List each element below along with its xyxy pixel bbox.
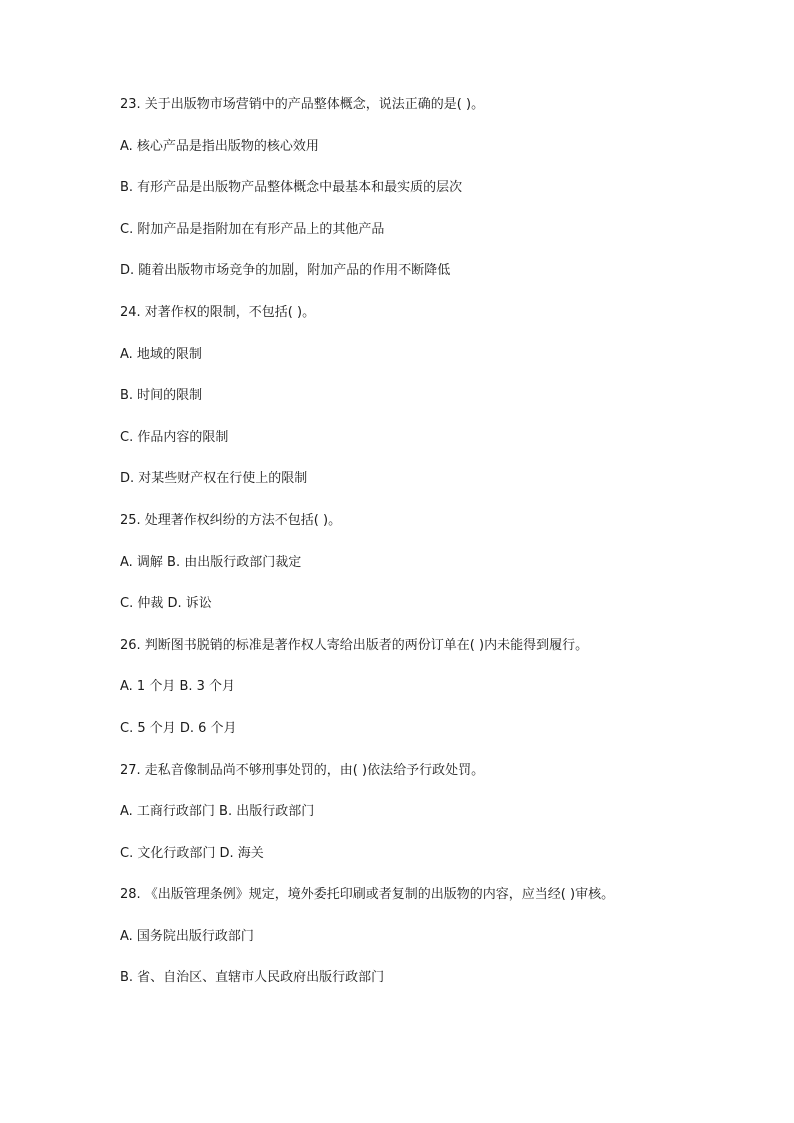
option-25-ab: A. 调解 B. 由出版行政部门裁定 (120, 554, 302, 570)
option-28-b: B. 省、自治区、直辖市人民政府出版行政部门 (120, 970, 385, 986)
question-stem-26: 26. 判断图书脱销的标准是著作权人寄给出版者的两份订单在( )内未能得到履行。 (120, 637, 589, 653)
option-26-ab: A. 1 个月 B. 3 个月 (120, 679, 236, 695)
question-stem-28: 28. 《出版管理条例》规定，境外委托印刷或者复制的出版物的内容，应当经( )审核。 (120, 887, 615, 903)
question-stem-23: 23. 关于出版物市场营销中的产品整体概念，说法正确的是( )。 (120, 97, 485, 112)
option-23-b: B. 有形产品是出版物产品整体概念中最基本和最实质的层次 (120, 180, 463, 196)
option-24-d: D. 对某些财产权在行使上的限制 (120, 471, 308, 487)
option-25-cd: C. 仲裁 D. 诉讼 (120, 596, 212, 612)
option-23-d: D. 随着出版物市场竞争的加剧，附加产品的作用不断降低 (120, 263, 451, 279)
option-26-cd: C. 5 个月 D. 6 个月 (120, 720, 237, 736)
option-28-a: A. 国务院出版行政部门 (120, 928, 254, 944)
option-23-a: A. 核心产品是指出版物的核心效用 (120, 138, 319, 154)
question-stem-25: 25. 处理著作权纠纷的方法不包括( )。 (120, 512, 342, 528)
option-23-c: C. 附加产品是指附加在有形产品上的其他产品 (120, 221, 385, 237)
option-24-b: B. 时间的限制 (120, 388, 203, 404)
question-stem-27: 27. 走私音像制品尚不够刑事处罚的，由( )依法给予行政处罚。 (120, 762, 485, 778)
option-27-cd: C. 文化行政部门 D. 海关 (120, 845, 264, 861)
question-stem-24: 24. 对著作权的限制，不包括( )。 (120, 304, 316, 320)
question-list (120, 95, 720, 1010)
option-24-c: C. 作品内容的限制 (120, 429, 229, 445)
option-24-a: A. 地域的限制 (120, 346, 202, 362)
option-27-ab: A. 工商行政部门 B. 出版行政部门 (120, 804, 315, 820)
